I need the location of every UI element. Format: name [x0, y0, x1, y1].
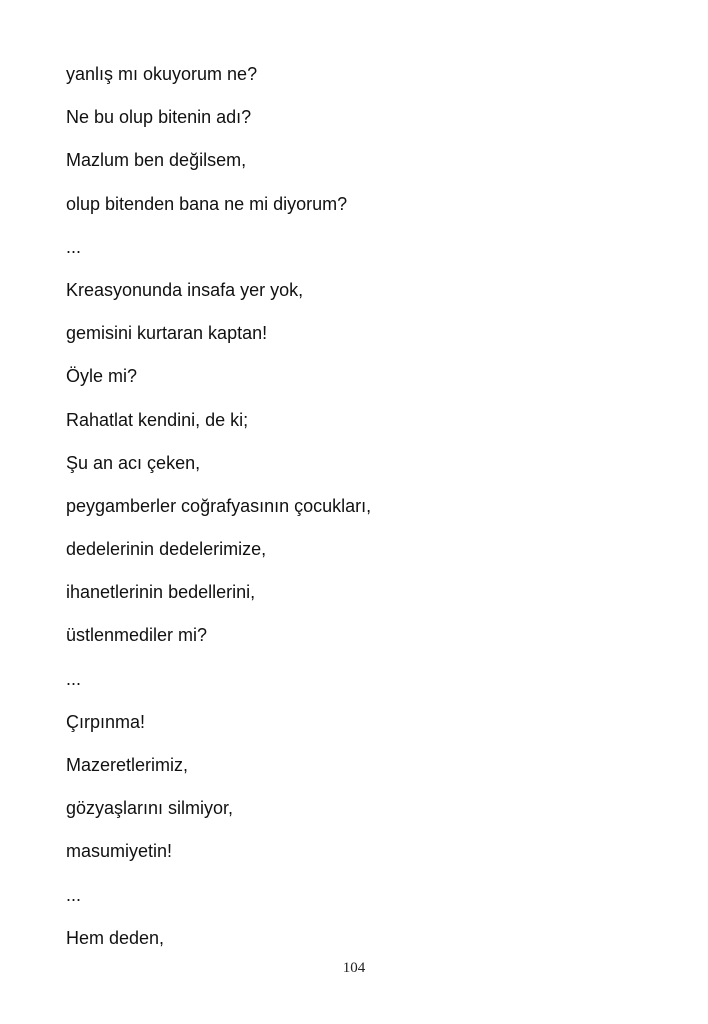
poem-line: peygamberler coğrafyasının çocukları, [66, 495, 372, 516]
page-number: 104 [342, 960, 366, 976]
poem-line: Öyle mi? [66, 366, 138, 387]
poem-line: Hem deden, [66, 927, 165, 948]
poem-line: Rahatlat kendini, de ki; [66, 409, 249, 430]
poem-line: ... [66, 884, 82, 905]
poem-line: Kreasyonunda insafa yer yok, [66, 279, 304, 300]
poem-line: Ne bu olup bitenin adı? [66, 107, 252, 128]
poem-line: Mazeretlerimiz, [66, 755, 189, 775]
poem-line: Şu an acı çeken, [66, 452, 201, 473]
poem-line: gemisini kurtaran kaptan! [66, 323, 268, 344]
poem-line: üstlenmediler mi? [66, 625, 208, 646]
poem-line: Mazlum ben değilsem, [66, 150, 247, 171]
poem-line: ... [66, 236, 82, 257]
poem-line: Çırpınma! [66, 711, 146, 732]
poem-line: ihanetlerinin bedellerini, [66, 582, 256, 603]
poem-line: masumiyetin! [66, 841, 173, 862]
poem-line: gözyaşlarını silmiyor, [66, 798, 234, 819]
poem-line: dedelerinin dedelerimize, [66, 539, 267, 560]
poem-line: yanlış mı okuyorum ne? [66, 64, 258, 84]
poem-line: olup bitenden bana ne mi diyorum? [66, 193, 348, 214]
poem-line: ... [66, 668, 82, 689]
poem-text [66, 60, 371, 967]
